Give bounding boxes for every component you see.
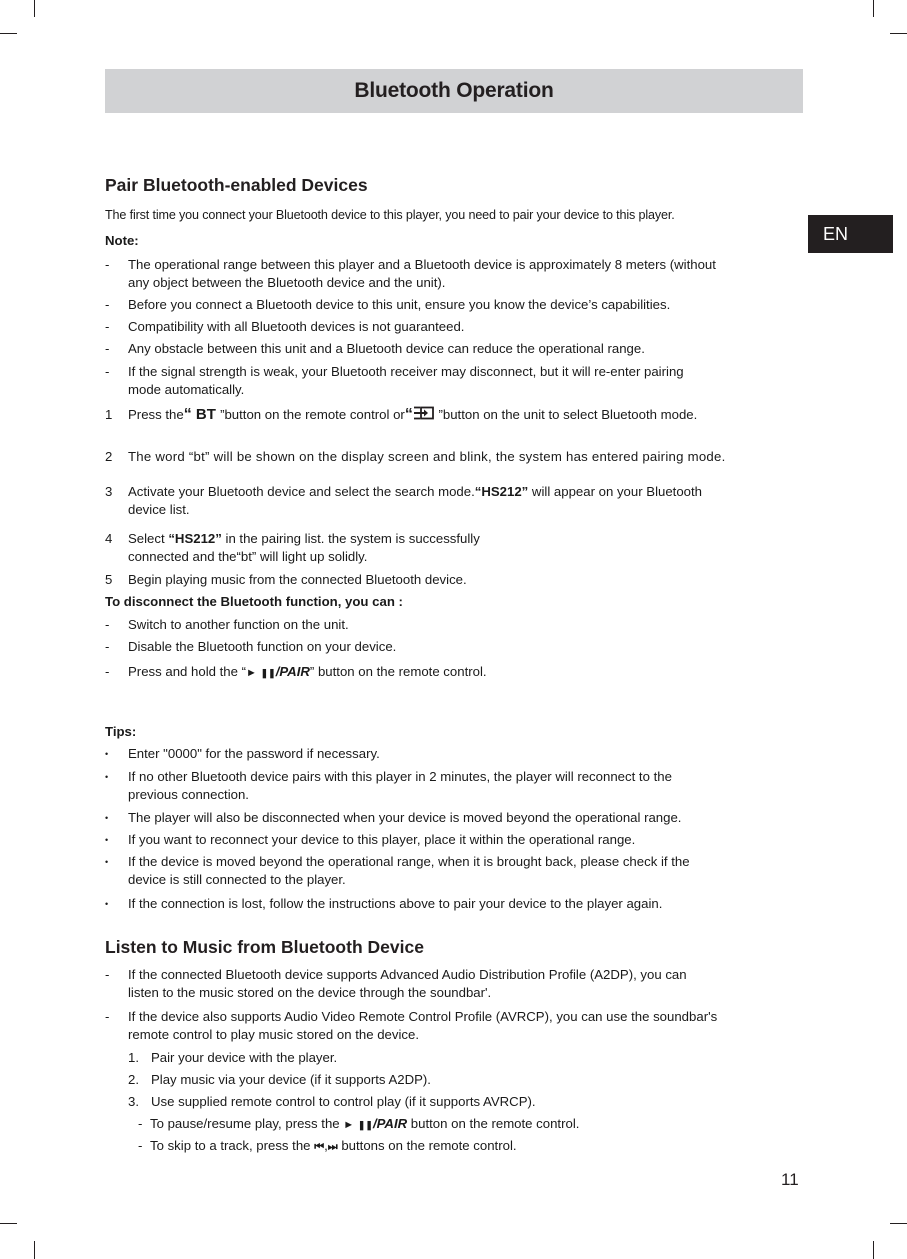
separator: , bbox=[324, 1138, 328, 1153]
note-line: Before you connect a Bluetooth device to this unit, ensure you know the device’s capabilities. bbox=[128, 297, 671, 312]
listen-item bbox=[105, 966, 687, 1002]
listen-step-text: Pair your device with the player. bbox=[151, 1050, 338, 1065]
listen-step bbox=[128, 1071, 431, 1089]
crop-mark-top-left-v bbox=[34, 0, 35, 17]
note-item bbox=[105, 296, 670, 314]
tip-text: The player will also be disconnected when your device is moved beyond the operational range. bbox=[128, 810, 682, 825]
next-track-icon: ⏭ bbox=[327, 1141, 338, 1153]
listen-step bbox=[128, 1093, 536, 1111]
listen-step-text: Play music via your device (if it supports A2DP). bbox=[151, 1072, 431, 1087]
step-number: 5 bbox=[105, 572, 113, 587]
step-text: Select bbox=[128, 531, 169, 546]
pair-key-label: /PAIR bbox=[372, 1116, 408, 1131]
note-label: Note: bbox=[105, 233, 139, 248]
dash-marker: - bbox=[105, 319, 110, 334]
step-number: 3 bbox=[105, 484, 113, 499]
note-item bbox=[105, 363, 684, 399]
previous-track-icon: ⏮ bbox=[314, 1141, 325, 1153]
language-tab bbox=[808, 215, 893, 253]
step-number: 2. bbox=[128, 1072, 139, 1087]
quote-mark: “ bbox=[183, 406, 192, 423]
note-item bbox=[105, 318, 464, 336]
listen-sub-text: To skip to a track, press the bbox=[150, 1138, 315, 1153]
dash-marker: - bbox=[105, 1009, 110, 1024]
bullet-marker: • bbox=[105, 835, 109, 845]
dash-marker: - bbox=[138, 1116, 143, 1131]
dash-marker: - bbox=[105, 257, 110, 272]
pause-icon: ❚❚ bbox=[357, 1120, 373, 1130]
crop-mark-bottom-right-v bbox=[873, 1241, 874, 1259]
listen-step bbox=[128, 1049, 337, 1067]
tip-item bbox=[105, 853, 690, 889]
step-number: 2 bbox=[105, 449, 113, 464]
step-text: in the pairing list. the system is successfully bbox=[221, 531, 480, 546]
pairing-step bbox=[105, 448, 725, 466]
listen-text: listen to the music stored on the device through the soundbar'. bbox=[128, 985, 492, 1000]
quote-mark: “ bbox=[404, 406, 413, 423]
pair-intro: The first time you connect your Bluetooth device to this player, you need to pair your device to this player. bbox=[105, 208, 675, 222]
pair-key-label: /PAIR bbox=[275, 664, 310, 679]
note-line: Compatibility with all Bluetooth devices is not guaranteed. bbox=[128, 319, 465, 334]
bullet-marker: • bbox=[105, 772, 109, 782]
tip-item bbox=[105, 831, 635, 849]
step-number: 4 bbox=[105, 531, 113, 546]
dash-marker: - bbox=[105, 297, 110, 312]
step-text: connected and the“bt” will light up solidly. bbox=[128, 549, 368, 564]
dash-marker: - bbox=[105, 364, 110, 379]
dash-marker: - bbox=[105, 639, 110, 654]
language-label: EN bbox=[823, 223, 849, 244]
disconnect-text: Switch to another function on the unit. bbox=[128, 617, 349, 632]
crop-mark-top-left-h bbox=[0, 33, 17, 34]
step-text: Press the bbox=[128, 407, 184, 422]
tips-label: Tips: bbox=[105, 724, 137, 739]
bullet-marker: • bbox=[105, 899, 109, 909]
pairing-step bbox=[105, 406, 697, 425]
listen-step-text: Use supplied remote control to control play (if it supports AVRCP). bbox=[151, 1094, 536, 1109]
play-icon: ► bbox=[246, 667, 257, 679]
section-heading-listen: Listen to Music from Bluetooth Device bbox=[105, 937, 424, 957]
device-name-hs212: “HS212” bbox=[474, 484, 529, 499]
bt-display-word: “bt” bbox=[188, 449, 210, 464]
page-number: 11 bbox=[781, 1170, 799, 1189]
step-number: 1. bbox=[128, 1050, 139, 1065]
note-item bbox=[105, 256, 716, 292]
crop-mark-bottom-right-h bbox=[890, 1223, 907, 1224]
bt-key-label: BT bbox=[191, 406, 221, 423]
disconnect-item bbox=[105, 663, 487, 682]
tip-text: device is still connected to the player. bbox=[128, 872, 346, 887]
step-number: 3. bbox=[128, 1094, 139, 1109]
pairing-step bbox=[105, 530, 480, 566]
play-icon: ► bbox=[343, 1119, 355, 1131]
note-line: Any obstacle between this unit and a Bluetooth device can reduce the operational range. bbox=[128, 341, 645, 356]
tip-text: previous connection. bbox=[128, 787, 249, 802]
step-text: Begin playing music from the connected Bluetooth device. bbox=[128, 572, 467, 587]
tip-item bbox=[105, 895, 662, 913]
step-text: will be shown on the display screen and blink, the system has entered pairing mode. bbox=[209, 449, 726, 464]
pause-icon: ❚❚ bbox=[260, 668, 276, 678]
bullet-marker: • bbox=[105, 813, 109, 823]
disconnect-text: Disable the Bluetooth function on your device. bbox=[128, 639, 397, 654]
crop-mark-top-right-v bbox=[873, 0, 874, 17]
listen-text: If the connected Bluetooth device supports Advanced Audio Distribution Profile (A2DP), you can bbox=[128, 967, 687, 982]
header-bar bbox=[105, 69, 803, 113]
note-line: If the signal strength is weak, your Bluetooth receiver may disconnect, but it will re-enter pairing bbox=[128, 364, 684, 379]
step-text: device list. bbox=[128, 502, 190, 517]
dash-marker: - bbox=[138, 1138, 143, 1153]
step-text: button on the remote control or bbox=[224, 407, 405, 422]
page-title: Bluetooth Operation bbox=[354, 79, 554, 102]
listen-sub-text: buttons on the remote control. bbox=[337, 1138, 517, 1153]
dash-marker: - bbox=[105, 617, 110, 632]
step-text: The word bbox=[128, 449, 189, 464]
tip-text: If the connection is lost, follow the instructions above to pair your device to the player again. bbox=[128, 896, 663, 911]
tip-text: If no other Bluetooth device pairs with this player in 2 minutes, the player will reconnect to the bbox=[128, 769, 672, 784]
quote-mark: ” bbox=[434, 407, 443, 422]
note-line: mode automatically. bbox=[128, 382, 245, 397]
tip-text: Enter "0000" for the password if necessary. bbox=[128, 746, 380, 761]
step-text: button on the unit to select Bluetooth mode. bbox=[442, 407, 698, 422]
disconnect-item bbox=[105, 638, 396, 656]
pairing-step bbox=[105, 483, 702, 519]
tip-item bbox=[105, 768, 672, 804]
listen-text: If the device also supports Audio Video Remote Control Profile (AVRCP), you can use the soundbar's bbox=[128, 1009, 718, 1024]
step-text: Activate your Bluetooth device and select the search mode. bbox=[128, 484, 475, 499]
disconnect-heading: To disconnect the Bluetooth function, you can : bbox=[105, 594, 403, 609]
tip-item bbox=[105, 745, 380, 763]
listen-sub-text: To pause/resume play, press the bbox=[150, 1116, 344, 1131]
dash-marker: - bbox=[105, 967, 110, 982]
disconnect-text: ” button on the remote control. bbox=[309, 664, 487, 679]
crop-mark-top-right-h bbox=[890, 33, 907, 34]
crop-mark-bottom-left-h bbox=[0, 1223, 17, 1224]
listen-text: remote control to play music stored on the device. bbox=[128, 1027, 420, 1042]
section-heading-pair: Pair Bluetooth-enabled Devices bbox=[105, 175, 368, 195]
dash-marker: - bbox=[105, 664, 110, 679]
note-line: any object between the Bluetooth device and the unit). bbox=[128, 275, 446, 290]
crop-mark-bottom-left-v bbox=[34, 1241, 35, 1259]
step-number: 1 bbox=[105, 407, 113, 422]
note-line: The operational range between this player and a Bluetooth device is approximately 8 meters (without bbox=[128, 257, 716, 272]
note-item bbox=[105, 340, 645, 358]
listen-item bbox=[105, 1008, 717, 1044]
disconnect-text: Press and hold the “ bbox=[128, 664, 247, 679]
listen-sub-text: button on the remote control. bbox=[407, 1116, 580, 1131]
tip-item bbox=[105, 809, 681, 827]
quote-mark: ” bbox=[220, 407, 225, 422]
device-name-hs212: “HS212” bbox=[168, 531, 222, 546]
dash-marker: - bbox=[105, 341, 110, 356]
step-text: will appear on your Bluetooth bbox=[528, 484, 703, 499]
disconnect-item bbox=[105, 616, 349, 634]
tip-text: If the device is moved beyond the operational range, when it is brought back, please check if the bbox=[128, 854, 690, 869]
listen-sub-item bbox=[138, 1137, 517, 1156]
bullet-marker: • bbox=[105, 749, 109, 759]
pairing-step bbox=[105, 571, 467, 589]
listen-sub-item bbox=[138, 1115, 579, 1134]
bullet-marker: • bbox=[105, 857, 109, 867]
source-input-icon bbox=[413, 406, 435, 425]
tip-text: If you want to reconnect your device to this player, place it within the operational range. bbox=[128, 832, 636, 847]
